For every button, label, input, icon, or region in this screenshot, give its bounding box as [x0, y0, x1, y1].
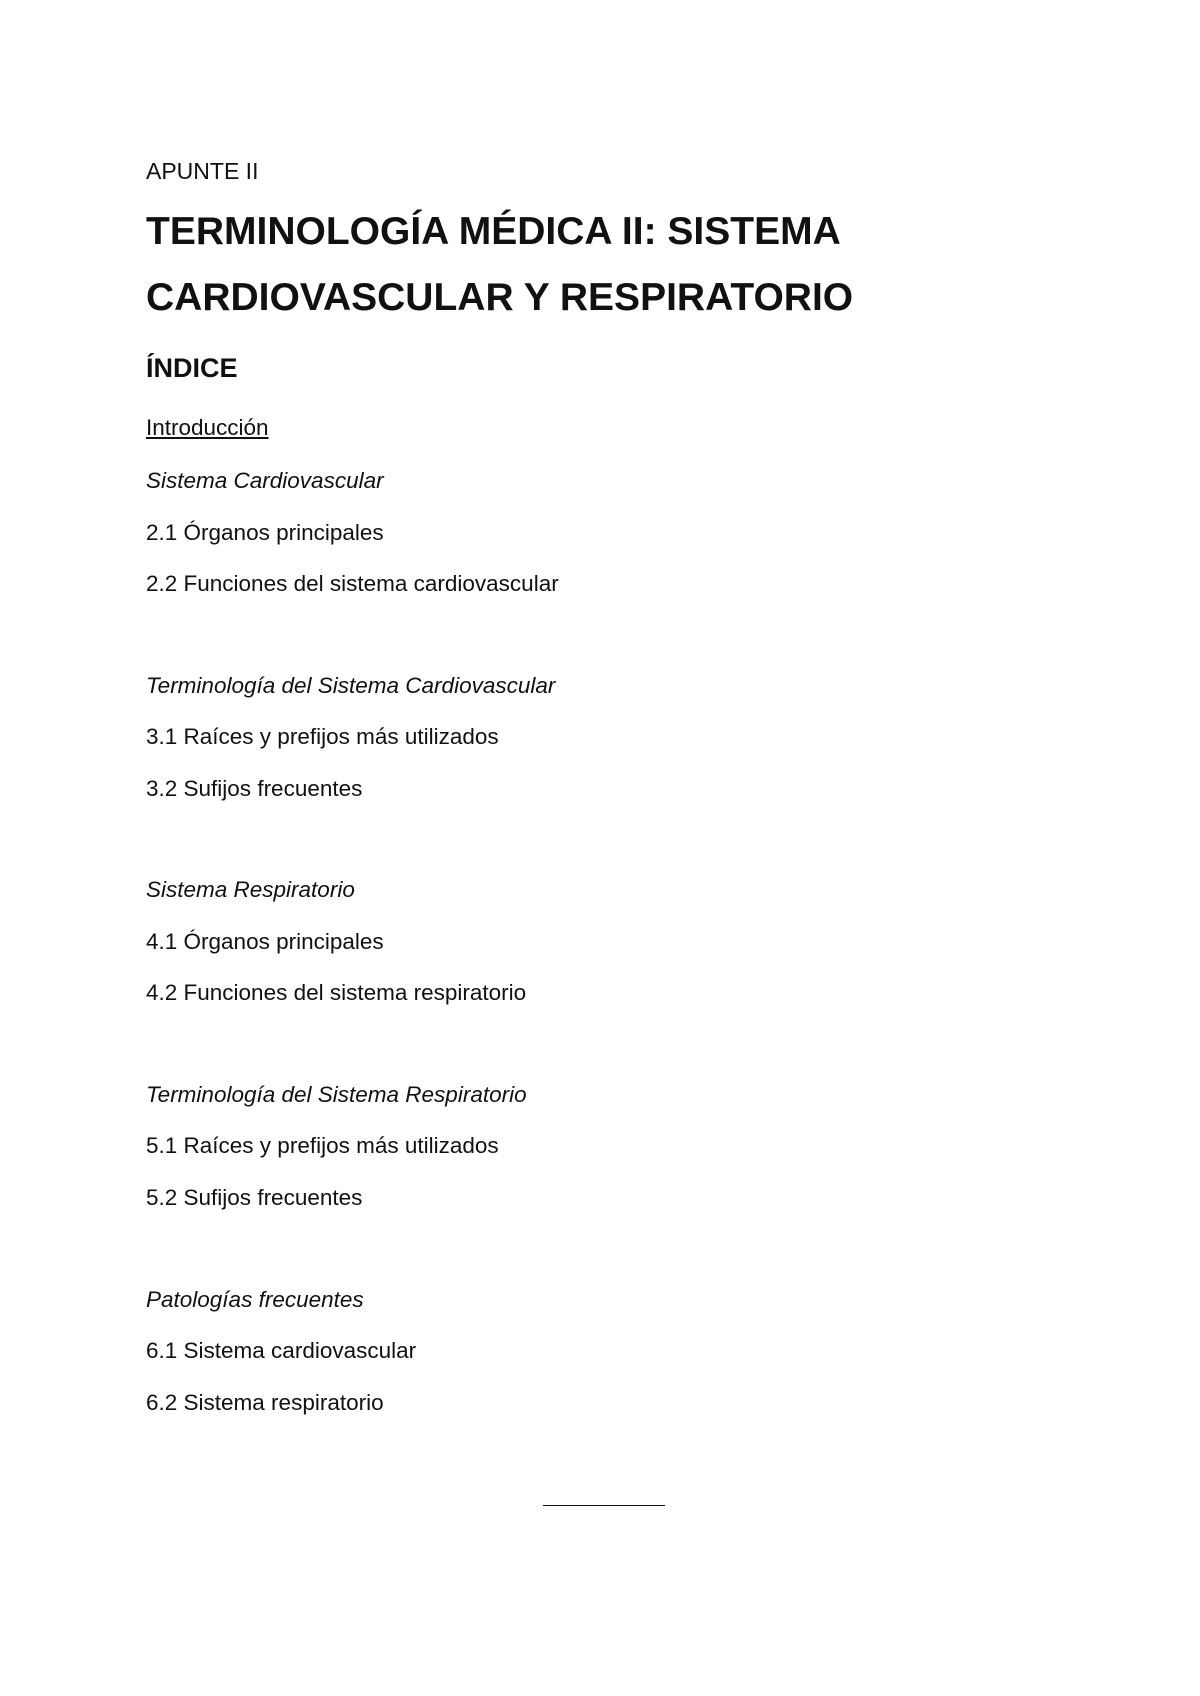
toc-section-terminologia-cardiovascular[interactable]: Terminología del Sistema Cardiovascular: [146, 673, 556, 698]
toc-item-6-2[interactable]: 6.2 Sistema respiratorio: [146, 1390, 384, 1415]
toc-item-4-2[interactable]: 4.2 Funciones del sistema respiratorio: [146, 980, 527, 1005]
toc-section-sistema-respiratorio[interactable]: Sistema Respiratorio: [146, 877, 355, 902]
toc-item-introduccion[interactable]: Introducción: [146, 415, 269, 440]
toc-item-3-2[interactable]: 3.2 Sufijos frecuentes: [146, 776, 363, 801]
section-divider: [543, 1505, 665, 1506]
toc-section-terminologia-respiratorio[interactable]: Terminología del Sistema Respiratorio: [146, 1082, 527, 1107]
document-title: [146, 199, 853, 331]
toc-item-2-1[interactable]: 2.1 Órganos principales: [146, 520, 384, 545]
document-title-line-1: TERMINOLOGÍA MÉDICA II: SISTEMA: [146, 210, 841, 253]
document-label: APUNTE II: [146, 158, 259, 184]
toc-item-5-1[interactable]: 5.1 Raíces y prefijos más utilizados: [146, 1133, 499, 1158]
index-heading: ÍNDICE: [146, 353, 238, 383]
toc-item-3-1[interactable]: 3.1 Raíces y prefijos más utilizados: [146, 724, 499, 749]
document-title-line-2: CARDIOVASCULAR Y RESPIRATORIO: [146, 276, 854, 319]
toc-item-4-1[interactable]: 4.1 Órganos principales: [146, 929, 384, 954]
toc-item-5-2[interactable]: 5.2 Sufijos frecuentes: [146, 1185, 363, 1210]
toc-section-patologias[interactable]: Patologías frecuentes: [146, 1287, 364, 1312]
toc-item-2-2[interactable]: 2.2 Funciones del sistema cardiovascular: [146, 571, 559, 596]
toc-section-sistema-cardiovascular[interactable]: Sistema Cardiovascular: [146, 468, 384, 493]
toc-item-6-1[interactable]: 6.1 Sistema cardiovascular: [146, 1338, 417, 1363]
